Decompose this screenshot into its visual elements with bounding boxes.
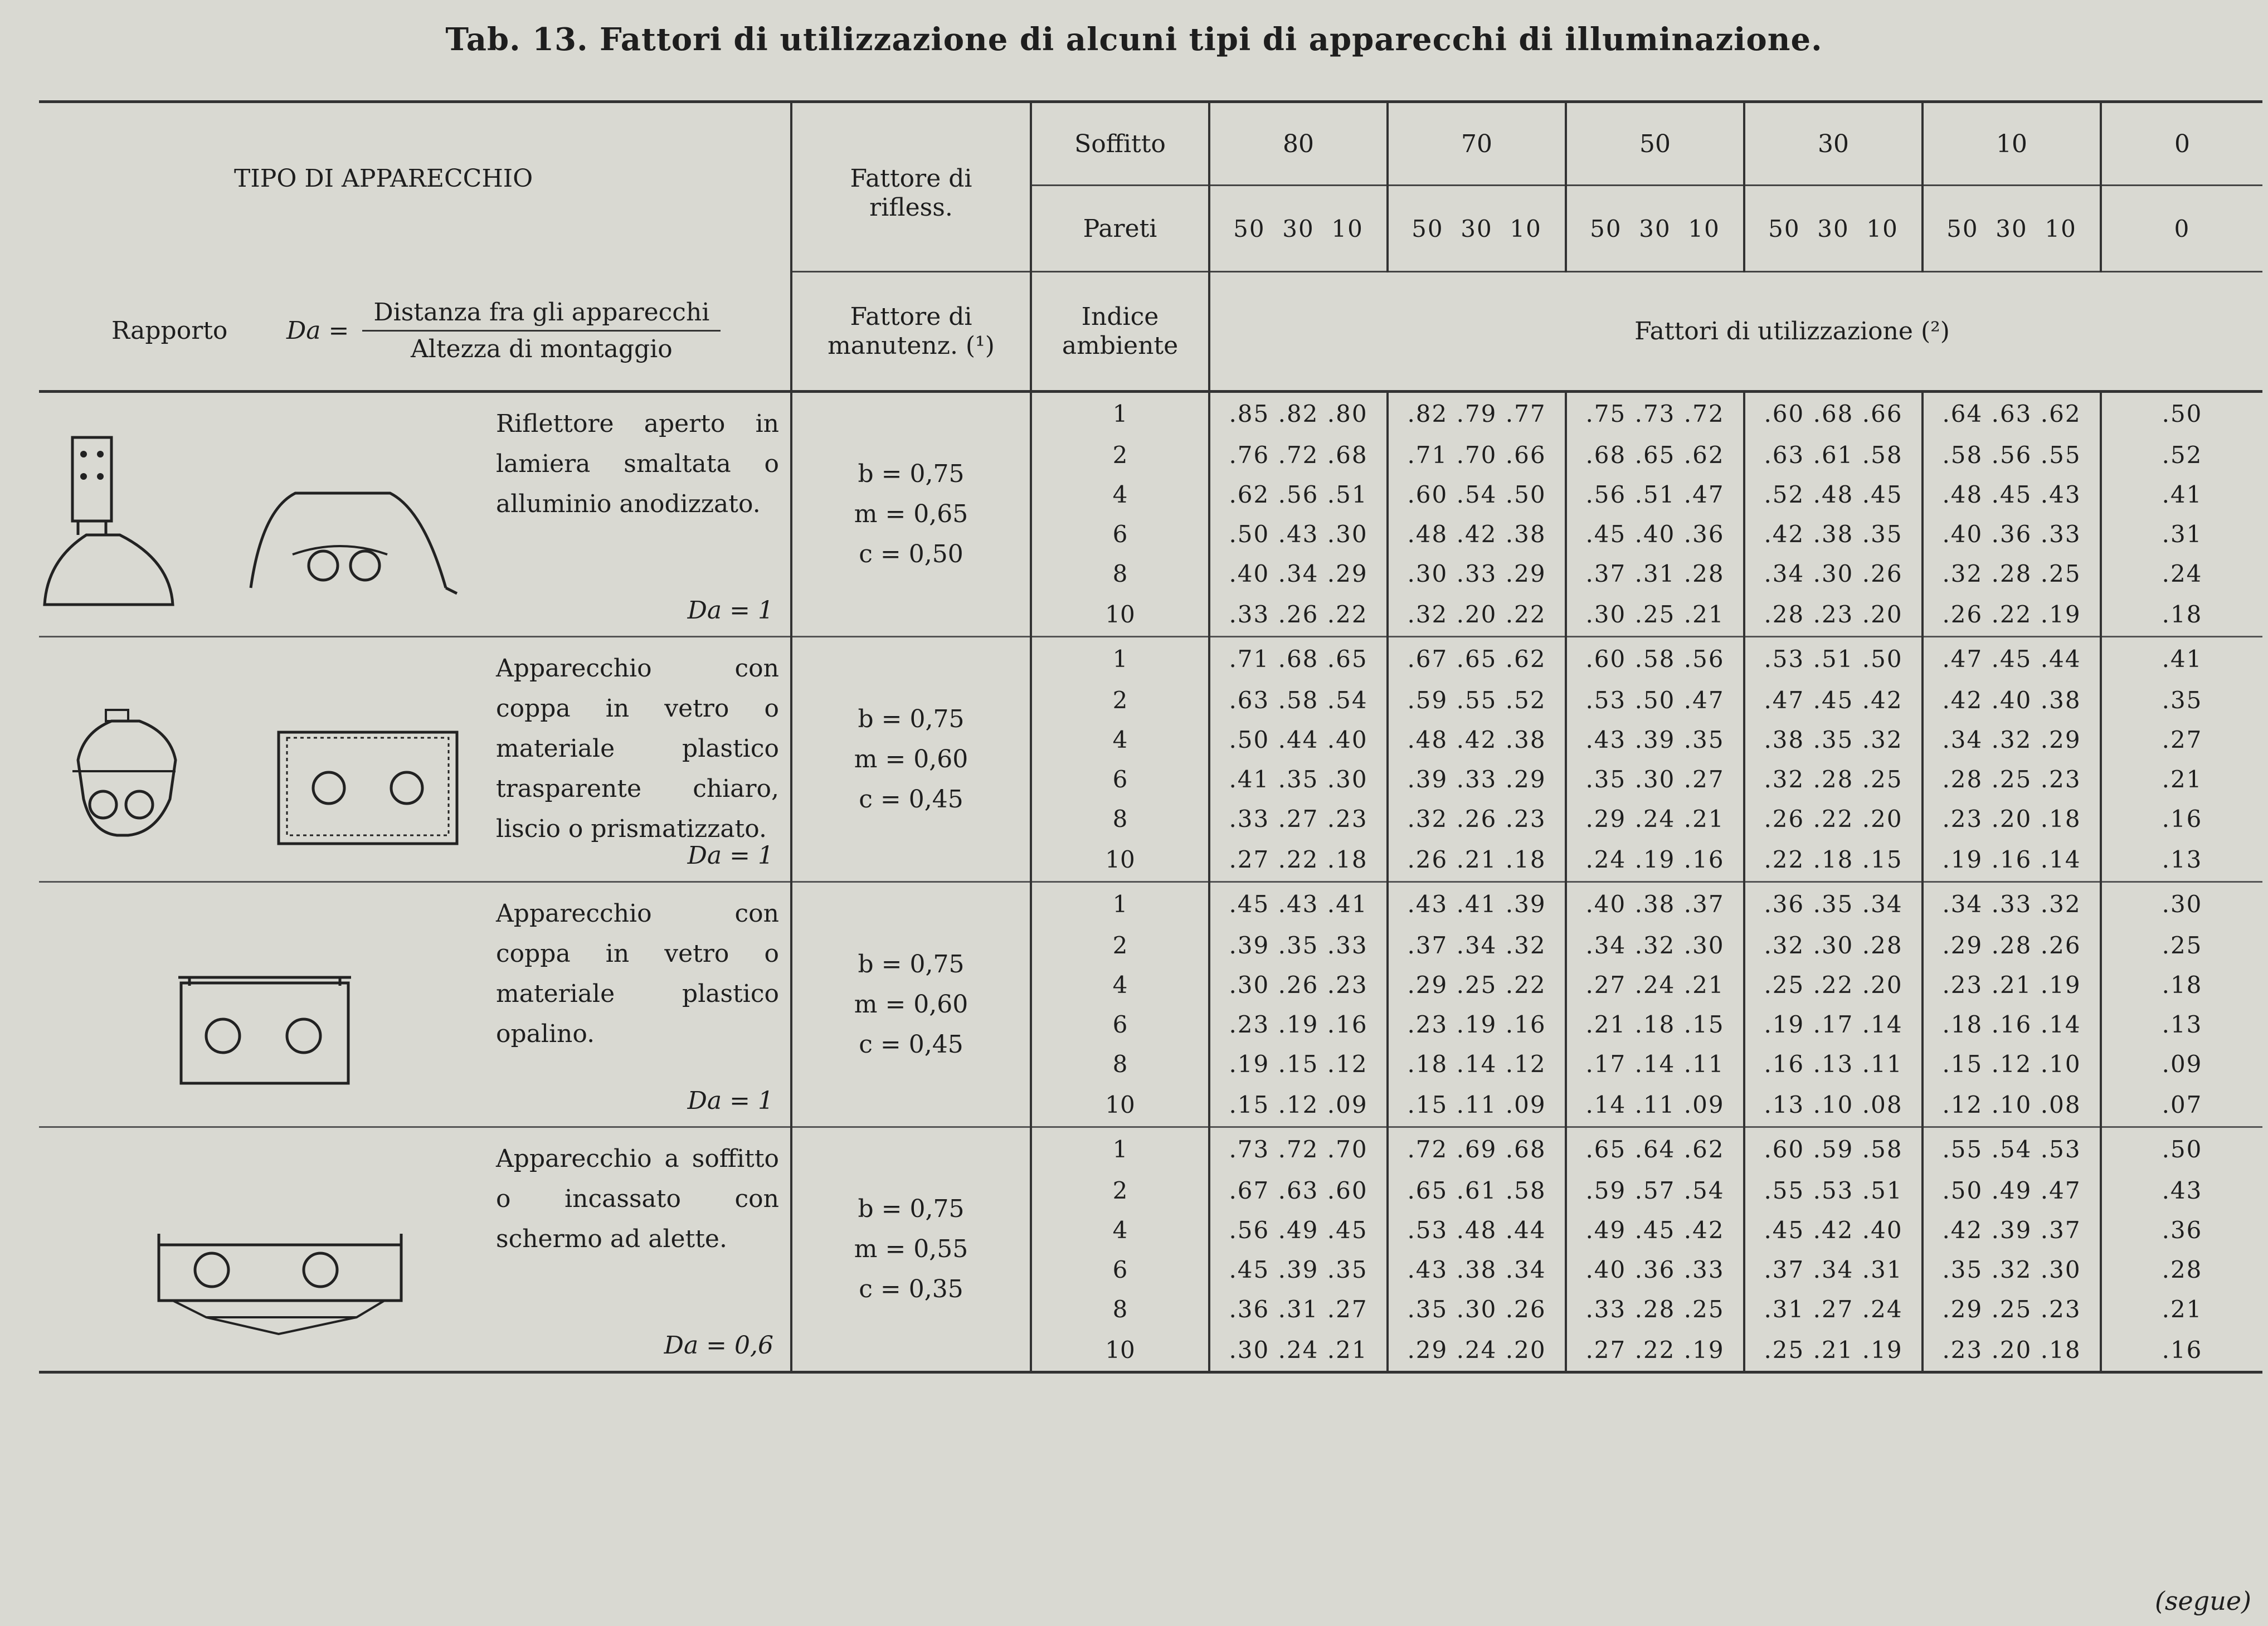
rapporto-cell xyxy=(39,272,791,392)
utilization-value: .43 .41 .39 xyxy=(1388,882,1566,926)
utilization-value: .29 .25 .23 xyxy=(1923,1289,2101,1329)
pareti-80: 50 30 10 xyxy=(1209,186,1388,272)
utilization-value: .32 .28 .25 xyxy=(1923,554,2101,593)
utilization-value: .16 xyxy=(2162,805,2203,833)
factor-m: m = 0,55 xyxy=(854,1235,968,1263)
soffitto-10: 10 xyxy=(1923,102,2101,186)
utilization-value: .40 .34 .29 xyxy=(1209,554,1388,593)
utilization-value: .13 .10 .08 xyxy=(1744,1084,1923,1127)
utilization-value: .36 xyxy=(2162,1216,2203,1244)
utilization-value: .29 .25 .22 xyxy=(1388,965,1566,1005)
utilization-value: .32 .28 .25 xyxy=(1744,760,1923,799)
utilization-value: .37 .31 .28 xyxy=(1566,554,1744,593)
utilization-value: .35 xyxy=(2162,686,2203,714)
utilization-value: .53 .50 .47 xyxy=(1566,680,1744,720)
utilization-value: .27 xyxy=(2162,726,2203,753)
factor-c: c = 0,35 xyxy=(859,1275,963,1303)
utilization-value: .19 .17 .14 xyxy=(1744,1005,1923,1044)
utilization-value: .53 .51 .50 xyxy=(1744,637,1923,680)
maintenance-factors xyxy=(791,882,1031,1127)
lamp-type-cell xyxy=(39,637,791,882)
utilization-value: .35 .30 .26 xyxy=(1388,1289,1566,1329)
da-value: Da = 1 xyxy=(687,1087,773,1115)
utilization-value: .09 xyxy=(2162,1050,2203,1078)
utilization-value: .22 .18 .15 xyxy=(1744,839,1923,882)
rifless-header xyxy=(791,102,1031,272)
room-index: 4 xyxy=(1031,1210,1209,1250)
indice-label: Indice ambiente xyxy=(1062,302,1179,360)
utilization-value: .16 .13 .11 xyxy=(1744,1044,1923,1084)
utilization-value: .42 .40 .38 xyxy=(1923,680,2101,720)
room-index: 8 xyxy=(1031,1289,1209,1329)
utilization-value: .39 .33 .29 xyxy=(1388,760,1566,799)
utilization-value: .18 .16 .14 xyxy=(1923,1005,2101,1044)
utilization-value: .32 .30 .28 xyxy=(1744,926,1923,965)
utilization-value: .18 .14 .12 xyxy=(1388,1044,1566,1084)
utilization-value: .71 .68 .65 xyxy=(1209,637,1388,680)
lamp-opal-bowl-drawing xyxy=(39,933,463,1117)
factor-m: m = 0,60 xyxy=(854,990,968,1019)
utilization-value: .23 .20 .18 xyxy=(1923,799,2101,839)
maintenance-factors xyxy=(791,1127,1031,1372)
lamp-louver-drawing xyxy=(39,1178,463,1362)
utilization-value: .26 .21 .18 xyxy=(1388,839,1566,882)
utilization-value: .48 .42 .38 xyxy=(1388,720,1566,760)
utilization-value: .45 .42 .40 xyxy=(1744,1210,1923,1250)
utilization-value: .71 .70 .66 xyxy=(1388,435,1566,475)
utilization-value: .29 .24 .20 xyxy=(1388,1329,1566,1372)
room-index: 6 xyxy=(1031,760,1209,799)
utilization-value: .42 .39 .37 xyxy=(1923,1210,2101,1250)
utilization-value: .43 .39 .35 xyxy=(1566,720,1744,760)
utilization-value: .07 xyxy=(2101,1084,2262,1127)
utilization-value: .47 .45 .44 xyxy=(1923,637,2101,680)
utilization-value: .33 .27 .23 xyxy=(1209,799,1388,839)
utilization-value: .24 xyxy=(2162,559,2203,587)
room-index: 4 xyxy=(1031,720,1209,760)
room-index: 10 xyxy=(1031,1084,1209,1127)
utilization-value: .34 .33 .32 xyxy=(1923,882,2101,926)
pareti-70: 50 30 10 xyxy=(1388,186,1566,272)
utilization-value: .45 .43 .41 xyxy=(1209,882,1388,926)
factor-b: b = 0,75 xyxy=(858,704,965,733)
utilization-value: .30 .25 .21 xyxy=(1566,593,1744,637)
utilization-value: .45 .39 .35 xyxy=(1209,1250,1388,1289)
factor-c: c = 0,45 xyxy=(859,1030,963,1059)
utilization-value: .27 .24 .21 xyxy=(1566,965,1744,1005)
tipo-label: TIPO DI APPARECCHIO xyxy=(234,164,533,193)
room-index: 2 xyxy=(1031,680,1209,720)
utilization-value: .50 xyxy=(2162,400,2203,428)
utilization-value: .60 .68 .66 xyxy=(1744,392,1923,435)
table-body xyxy=(39,392,2262,1372)
utilization-value: .42 .38 .35 xyxy=(1744,514,1923,554)
utilization-value: .31 xyxy=(2162,520,2203,548)
utilization-value: .55 .53 .51 xyxy=(1744,1171,1923,1210)
room-index: 10 xyxy=(1031,1329,1209,1372)
utilization-value: .64 .63 .62 xyxy=(1923,392,2101,435)
utilization-value: .25 xyxy=(2162,931,2203,959)
room-index: 1 xyxy=(1031,637,1209,680)
utilization-value: .27 .22 .19 xyxy=(1566,1329,1744,1372)
utilization-value: .60 .59 .58 xyxy=(1744,1127,1923,1171)
utilization-value: .60 .54 .50 xyxy=(1388,475,1566,514)
maintenance-factors xyxy=(791,392,1031,637)
utilization-value: .12 .10 .08 xyxy=(1923,1084,2101,1127)
ratio-fraction xyxy=(362,298,721,363)
lamp-type-cell xyxy=(39,392,791,637)
utilization-value: .59 .57 .54 xyxy=(1566,1171,1744,1210)
utilization-value: .36 .35 .34 xyxy=(1744,882,1923,926)
utilization-value: .34 .32 .29 xyxy=(1923,720,2101,760)
utilization-value: .41 xyxy=(2162,645,2203,673)
utilization-value: .43 xyxy=(2162,1176,2203,1204)
lamp-reflector-drawing xyxy=(39,426,463,610)
factor-c: c = 0,50 xyxy=(859,540,963,568)
utilization-value: .41 .35 .30 xyxy=(1209,760,1388,799)
room-index: 6 xyxy=(1031,1005,1209,1044)
utilization-value: .72 .69 .68 xyxy=(1388,1127,1566,1171)
utilization-value: .18 xyxy=(2162,971,2203,999)
utilization-value: .65 .61 .58 xyxy=(1388,1171,1566,1210)
utilization-value: .40 .36 .33 xyxy=(1566,1250,1744,1289)
utilization-value: .35 .30 .27 xyxy=(1566,760,1744,799)
continued-note: (segue) xyxy=(2154,1586,2251,1616)
utilization-value: .25 .22 .20 xyxy=(1744,965,1923,1005)
utilization-value: .53 .48 .44 xyxy=(1388,1210,1566,1250)
utilization-value: .23 .19 .16 xyxy=(1209,1005,1388,1044)
utilization-value: .62 .56 .51 xyxy=(1209,475,1388,514)
room-index: 4 xyxy=(1031,965,1209,1005)
room-index: 2 xyxy=(1031,926,1209,965)
manutenz-label: Fattore di manutenz. (¹) xyxy=(828,302,995,360)
utilization-value: .52 .48 .45 xyxy=(1744,475,1923,514)
utilization-value: .55 .54 .53 xyxy=(1923,1127,2101,1171)
utilization-value: .85 .82 .80 xyxy=(1209,392,1388,435)
utilization-value: .25 .21 .19 xyxy=(1744,1329,1923,1372)
room-index: 8 xyxy=(1031,799,1209,839)
indice-header xyxy=(1031,272,1209,392)
utilization-value: .68 .65 .62 xyxy=(1566,435,1744,475)
utilization-value: .19 .15 .12 xyxy=(1209,1044,1388,1084)
factor-m: m = 0,60 xyxy=(854,744,968,773)
lamp-clear-bowl-drawing xyxy=(39,682,463,866)
soffitto-label: Soffitto xyxy=(1031,102,1209,186)
utilization-value: .50 xyxy=(2162,1135,2203,1163)
utilization-value: .50 .44 .40 xyxy=(1209,720,1388,760)
factor-b: b = 0,75 xyxy=(858,460,965,488)
utilization-value: .48 .42 .38 xyxy=(1388,514,1566,554)
utilization-value: .21 xyxy=(2162,1295,2203,1323)
table-row xyxy=(39,882,2262,926)
pareti-30: 50 30 10 xyxy=(1744,186,1923,272)
utilization-value: .17 .14 .11 xyxy=(1566,1044,1744,1084)
utilization-value: .50 .43 .30 xyxy=(1209,514,1388,554)
rapporto-label: Rapporto xyxy=(111,317,228,345)
utilization-value: .23 .19 .16 xyxy=(1388,1005,1566,1044)
utilization-value: .16 xyxy=(2101,1329,2262,1372)
utilization-value: .34 .32 .30 xyxy=(1566,926,1744,965)
room-index: 4 xyxy=(1031,475,1209,514)
table-row xyxy=(39,1127,2262,1171)
utilization-value: .56 .51 .47 xyxy=(1566,475,1744,514)
pareti-0: 0 xyxy=(2101,186,2262,272)
table-row xyxy=(39,637,2262,680)
utilization-value: .41 xyxy=(2162,480,2203,508)
utilization-value: .13 xyxy=(2162,1010,2203,1038)
utilization-value: .30 .33 .29 xyxy=(1388,554,1566,593)
utilization-value: .28 .25 .23 xyxy=(1923,760,2101,799)
room-index: 10 xyxy=(1031,839,1209,882)
utilization-value: .48 .45 .43 xyxy=(1923,475,2101,514)
utilization-value: .26 .22 .20 xyxy=(1744,799,1923,839)
room-index: 1 xyxy=(1031,882,1209,926)
utilization-value: .63 .58 .54 xyxy=(1209,680,1388,720)
utilization-value: .23 .21 .19 xyxy=(1923,965,2101,1005)
utilization-value: .37 .34 .32 xyxy=(1388,926,1566,965)
factor-m: m = 0,65 xyxy=(854,500,968,528)
lamp-type-cell xyxy=(39,1127,791,1372)
room-index: 6 xyxy=(1031,514,1209,554)
utilization-value: .14 .11 .09 xyxy=(1566,1084,1744,1127)
utilization-value: .82 .79 .77 xyxy=(1388,392,1566,435)
utilization-value: .45 .40 .36 xyxy=(1566,514,1744,554)
factor-b: b = 0,75 xyxy=(858,1195,965,1223)
factor-b: b = 0,75 xyxy=(858,950,965,978)
utilization-value: .15 .11 .09 xyxy=(1388,1084,1566,1127)
maintenance-factors xyxy=(791,637,1031,882)
utilization-value: .30 xyxy=(2162,890,2203,918)
lamp-description: Apparecchio con coppa in vetro o materiale plastico trasparente chiaro, liscio o prismatizzato. xyxy=(496,654,779,843)
utilization-value: .15 .12 .09 xyxy=(1209,1084,1388,1127)
da-symbol: Da = xyxy=(286,317,349,345)
lamp-description: Apparecchio con coppa in vetro o materiale plastico opalino. xyxy=(496,899,779,1048)
utilization-value: .29 .28 .26 xyxy=(1923,926,2101,965)
utilization-value: .19 .16 .14 xyxy=(1923,839,2101,882)
utilization-value: .49 .45 .42 xyxy=(1566,1210,1744,1250)
manutenz-header xyxy=(791,272,1031,392)
lamp-description: Riflettore aperto in lamiera smaltata o alluminio anodizzato. xyxy=(496,410,779,518)
room-index: 6 xyxy=(1031,1250,1209,1289)
room-index: 8 xyxy=(1031,554,1209,593)
utilization-value: .26 .22 .19 xyxy=(1923,593,2101,637)
lamp-description: Apparecchio a soffitto o incassato con schermo ad alette. xyxy=(496,1145,779,1253)
pareti-10: 50 30 10 xyxy=(1923,186,2101,272)
utilization-value: .75 .73 .72 xyxy=(1566,392,1744,435)
room-index: 2 xyxy=(1031,1171,1209,1210)
utilization-value: .67 .63 .60 xyxy=(1209,1171,1388,1210)
utilization-value: .50 .49 .47 xyxy=(1923,1171,2101,1210)
utilization-value: .13 xyxy=(2101,839,2262,882)
utilization-value: .65 .64 .62 xyxy=(1566,1127,1744,1171)
room-index: 8 xyxy=(1031,1044,1209,1084)
utilization-value: .34 .30 .26 xyxy=(1744,554,1923,593)
utilization-value: .67 .65 .62 xyxy=(1388,637,1566,680)
table-title: Tab. 13. Fattori di utilizzazione di alcuni tipi di apparecchi di illuminazione. xyxy=(445,21,1823,58)
utilization-value: .21 xyxy=(2162,765,2203,793)
utilization-value: .18 xyxy=(2101,593,2262,637)
da-value: Da = 1 xyxy=(687,596,773,625)
tipo-header xyxy=(39,102,791,272)
room-index: 2 xyxy=(1031,435,1209,475)
utilization-value: .73 .72 .70 xyxy=(1209,1127,1388,1171)
utilization-value: .33 .26 .22 xyxy=(1209,593,1388,637)
utilization-table xyxy=(39,100,2262,1374)
soffitto-50: 50 xyxy=(1566,102,1744,186)
utilization-value: .38 .35 .32 xyxy=(1744,720,1923,760)
utilization-value: .24 .19 .16 xyxy=(1566,839,1744,882)
utilization-value: .36 .31 .27 xyxy=(1209,1289,1388,1329)
utilization-value: .39 .35 .33 xyxy=(1209,926,1388,965)
rifless-label: Fattore di rifless. xyxy=(850,164,972,222)
utilization-value: .31 .27 .24 xyxy=(1744,1289,1923,1329)
utilization-value: .40 .38 .37 xyxy=(1566,882,1744,926)
utilization-value: .35 .32 .30 xyxy=(1923,1250,2101,1289)
utilization-value: .37 .34 .31 xyxy=(1744,1250,1923,1289)
utilization-value: .30 .24 .21 xyxy=(1209,1329,1388,1372)
utilization-value: .59 .55 .52 xyxy=(1388,680,1566,720)
soffitto-70: 70 xyxy=(1388,102,1566,186)
utilization-value: .15 .12 .10 xyxy=(1923,1044,2101,1084)
utilization-value: .58 .56 .55 xyxy=(1923,435,2101,475)
fraction-denominator: Altezza di montaggio xyxy=(411,335,673,364)
soffitto-80: 80 xyxy=(1209,102,1388,186)
fraction-numerator: Distanza fra gli apparecchi xyxy=(362,298,721,332)
utilization-value: .43 .38 .34 xyxy=(1388,1250,1566,1289)
utilization-value: .60 .58 .56 xyxy=(1566,637,1744,680)
da-value: Da = 1 xyxy=(687,841,773,870)
utilization-value: .76 .72 .68 xyxy=(1209,435,1388,475)
lamp-type-cell xyxy=(39,882,791,1127)
room-index: 1 xyxy=(1031,1127,1209,1171)
soffitto-0: 0 xyxy=(2101,102,2262,186)
utilization-value: .52 xyxy=(2162,441,2203,469)
utilization-value: .63 .61 .58 xyxy=(1744,435,1923,475)
utilization-value: .32 .26 .23 xyxy=(1388,799,1566,839)
factor-c: c = 0,45 xyxy=(859,785,963,814)
utilization-value: .32 .20 .22 xyxy=(1388,593,1566,637)
table-row xyxy=(39,392,2262,435)
utilization-value: .28 .23 .20 xyxy=(1744,593,1923,637)
utilization-value: .27 .22 .18 xyxy=(1209,839,1388,882)
utilization-value: .56 .49 .45 xyxy=(1209,1210,1388,1250)
da-value: Da = 0,6 xyxy=(664,1331,773,1360)
utilization-value: .40 .36 .33 xyxy=(1923,514,2101,554)
utilization-value: .33 .28 .25 xyxy=(1566,1289,1744,1329)
utilization-value: .29 .24 .21 xyxy=(1566,799,1744,839)
utilization-value: .23 .20 .18 xyxy=(1923,1329,2101,1372)
room-index: 1 xyxy=(1031,392,1209,435)
utilization-value: .30 .26 .23 xyxy=(1209,965,1388,1005)
utilization-value: .47 .45 .42 xyxy=(1744,680,1923,720)
soffitto-30: 30 xyxy=(1744,102,1923,186)
room-index: 10 xyxy=(1031,593,1209,637)
utilization-value: .21 .18 .15 xyxy=(1566,1005,1744,1044)
fattori-header: Fattori di utilizzazione (²) xyxy=(1209,272,2262,392)
pareti-50: 50 30 10 xyxy=(1566,186,1744,272)
pareti-label: Pareti xyxy=(1031,186,1209,272)
utilization-value: .28 xyxy=(2162,1255,2203,1283)
